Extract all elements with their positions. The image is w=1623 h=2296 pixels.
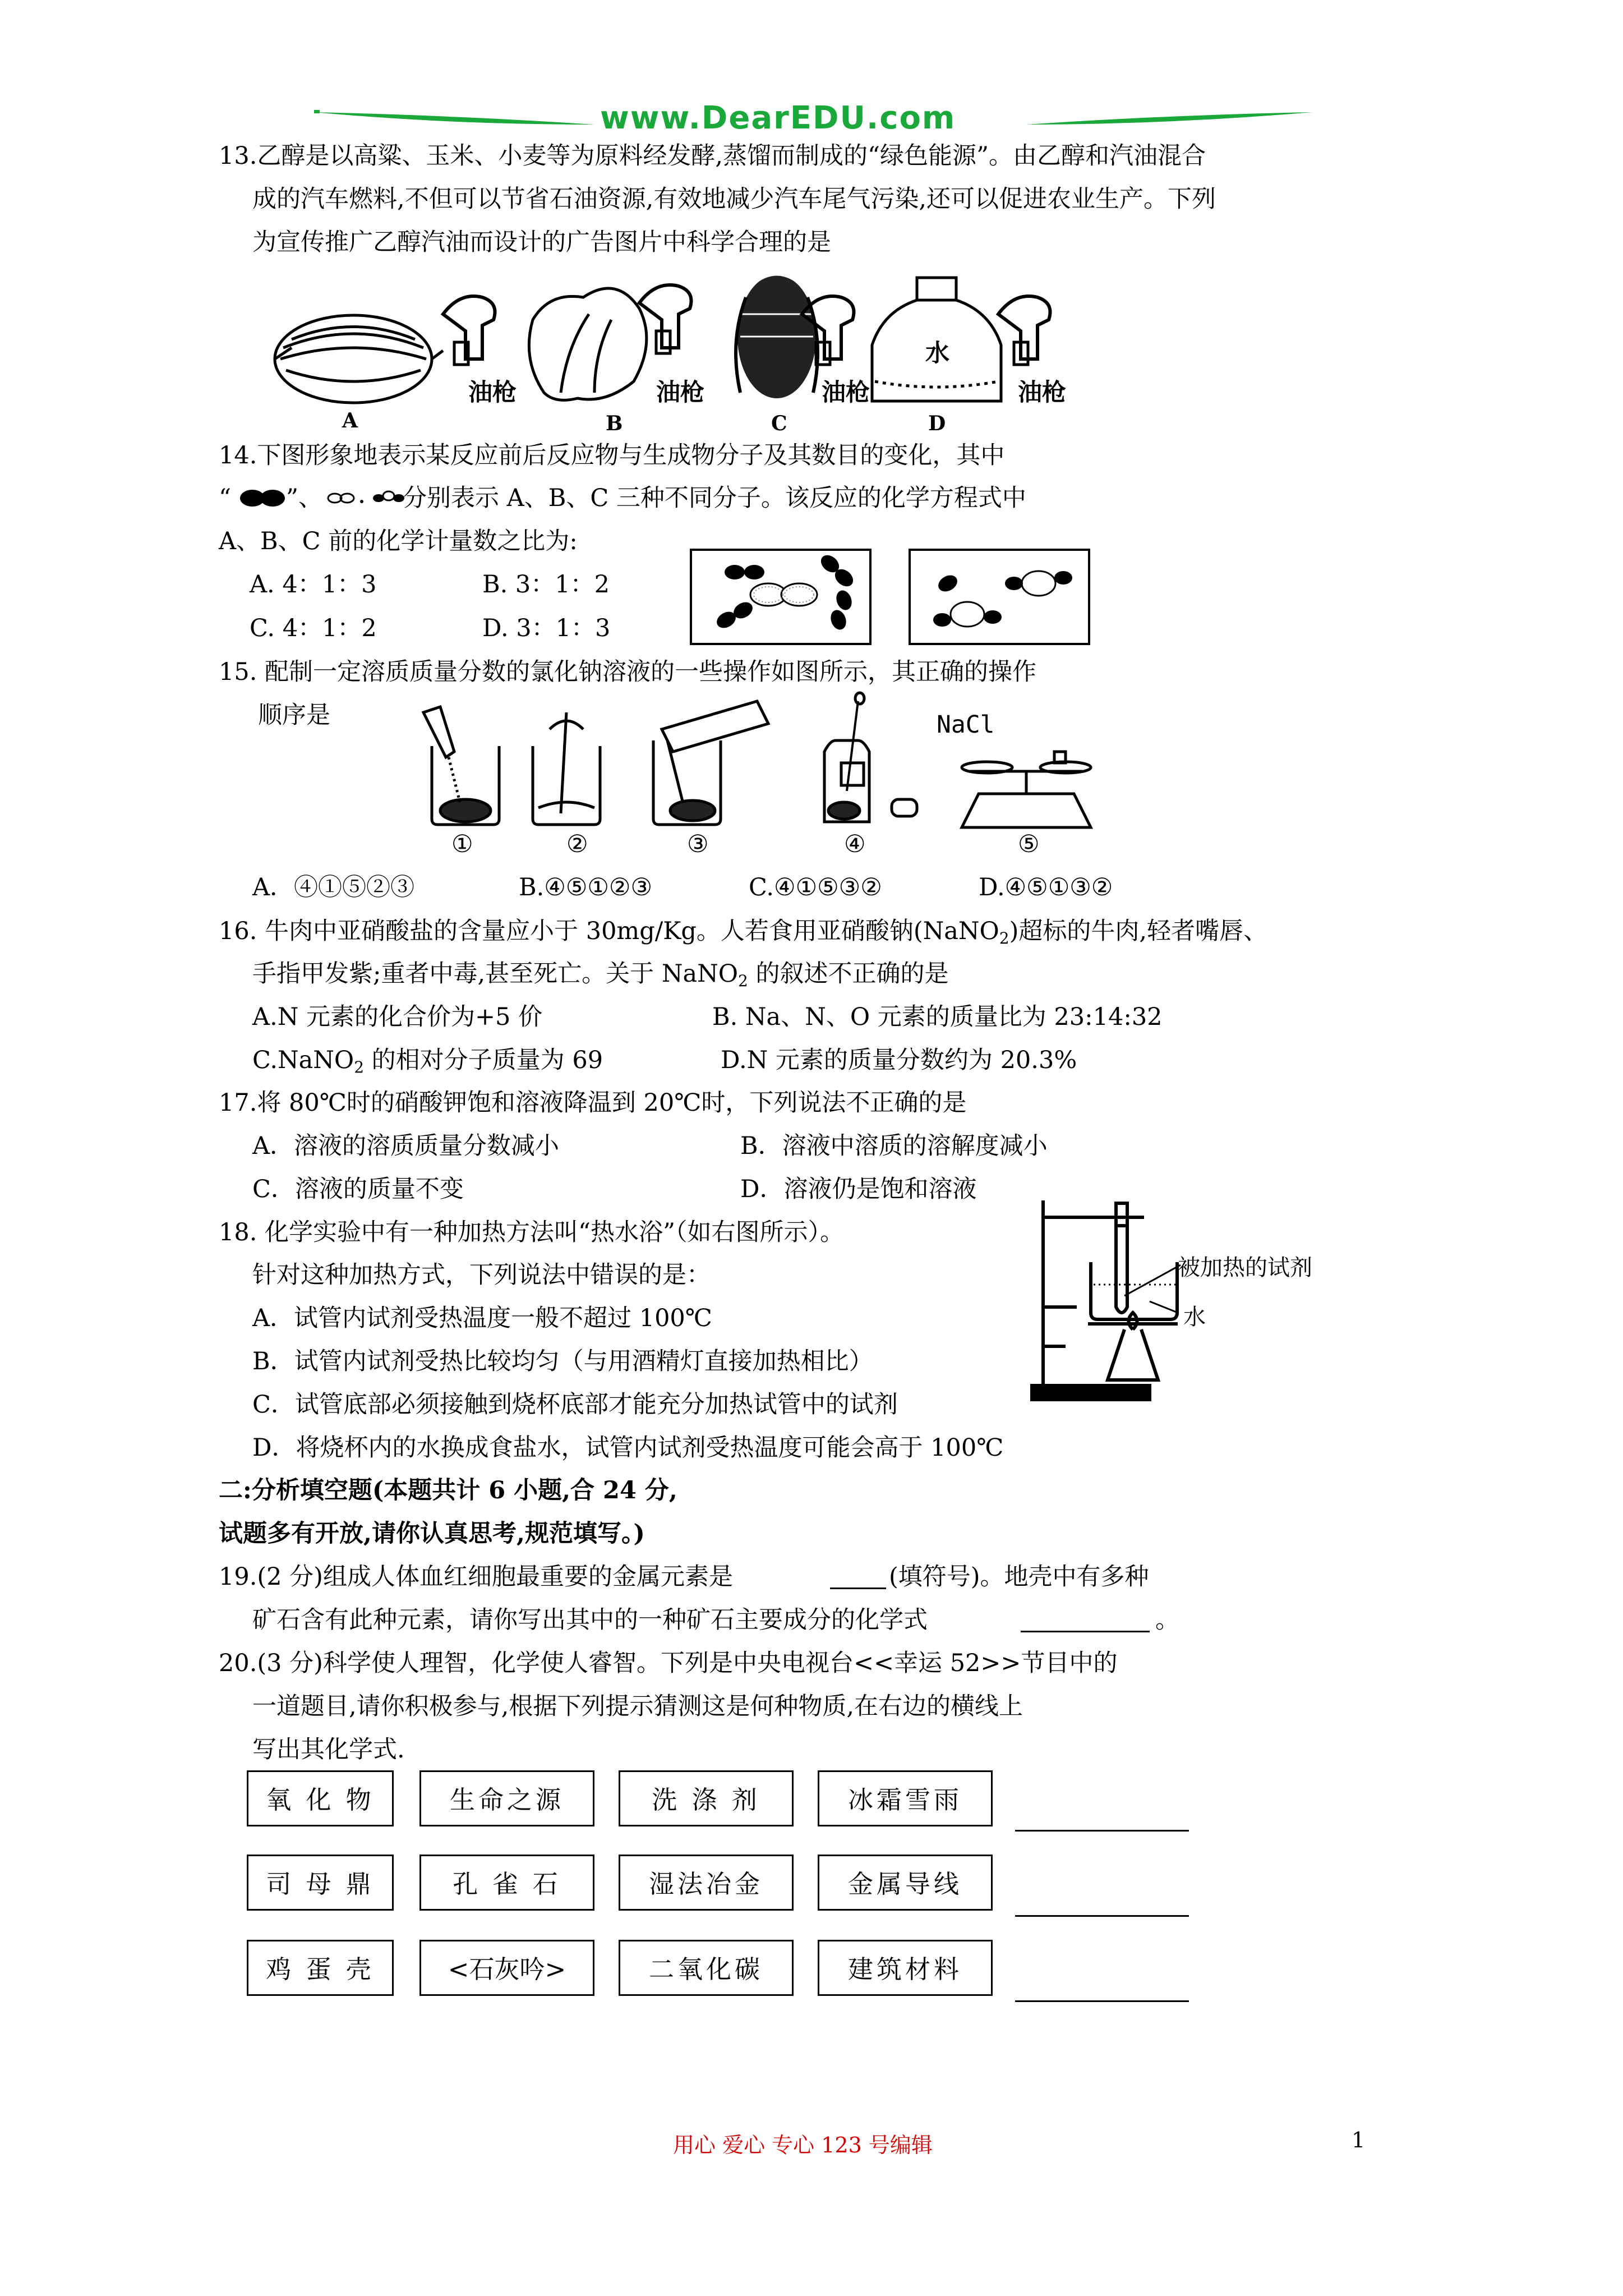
q20-clue: <石灰吟>: [419, 1940, 594, 1996]
q16-line2-text: 手指甲发紫;重者中毒,甚至死亡。关于 NaNO: [252, 960, 738, 988]
q19-line1b: (填符号)。地壳中有多种: [889, 1563, 1149, 1591]
q20-answer-blank-2[interactable]: [1015, 1913, 1189, 1917]
q14-option-b: B. 3：1：2: [482, 570, 610, 599]
q16-line1-text: 16. 牛肉中亚硝酸盐的含量应小于 30mg/Kg。人若食用亚硝酸钠(NaNO: [219, 917, 999, 945]
q14-line2-open-quote: “: [219, 484, 231, 512]
q20-line3: 写出其化学式.: [252, 1736, 405, 1764]
q15-num-4: ④: [844, 830, 866, 858]
q13-label-gun-a: 油枪: [468, 379, 517, 407]
q17-option-b: B．溶液中溶质的溶解度减小: [740, 1132, 1048, 1160]
q18-option-d: D．将烧杯内的水换成食盐水，试管内试剂受热温度可能会高于 100℃: [252, 1434, 1004, 1462]
section2-line1: 二:分析填空题(本题共计 6 小题,合 24 分,: [219, 1476, 677, 1504]
q20-clue: 金属导线: [818, 1855, 993, 1911]
q14-line3: A、B、C 前的化学计量数之比为:: [219, 527, 578, 555]
q17-option-c: C．溶液的质量不变: [252, 1175, 464, 1203]
q15-nacl-label: NaCl: [937, 711, 995, 739]
q20-clue: 冰霜雪雨: [818, 1770, 993, 1826]
q14-option-a: A. 4：1：3: [250, 570, 377, 599]
q20-clue: 氧 化 物: [247, 1770, 394, 1826]
q15-option-d: D.④⑤①③②: [979, 873, 1113, 901]
section2-line2: 试题多有开放,请你认真思考,规范填写。): [219, 1520, 645, 1548]
q14-option-d: D. 3：1：3: [482, 614, 611, 642]
q15-num-5: ⑤: [1018, 830, 1040, 858]
q19-line2: 矿石含有此种元素，请你写出其中的一种矿石主要成分的化学式: [252, 1606, 928, 1634]
q18-option-a: A．试管内试剂受热温度一般不超过 100℃: [252, 1304, 712, 1332]
q16-option-a: A.N 元素的化合价为+5 价: [252, 1003, 543, 1031]
site-header: www.DearEDU.com: [600, 100, 956, 136]
q16-option-c-text: C.NaNO: [252, 1046, 354, 1074]
q20-clue: 司 母 鼎: [247, 1855, 394, 1911]
q20-answer-blank-1[interactable]: [1015, 1828, 1189, 1832]
q13-label-gun-b: 油枪: [656, 379, 704, 407]
q17-option-d: D．溶液仍是饱和溶液: [740, 1175, 977, 1203]
q15-num-1: ①: [451, 830, 473, 858]
q13-label-a: A: [342, 409, 358, 432]
q13-label-gun-d: 油枪: [1018, 379, 1066, 407]
q14-line2-mid: ”、: [286, 484, 322, 512]
q16-line1-sub: 2: [999, 929, 1009, 947]
q20-clue: 鸡 蛋 壳: [247, 1940, 394, 1996]
water-bath-label-water: 水: [1183, 1304, 1206, 1330]
q16-option-c-sub: 2: [354, 1058, 365, 1076]
q17-option-a: A．溶液的溶质质量分数减小: [252, 1132, 560, 1160]
q13-label-c: C: [771, 412, 787, 435]
q15-option-c: C.④①⑤③②: [749, 873, 882, 901]
q16-option-b: B. Na、N、O 元素的质量比为 23:14:32: [712, 1003, 1163, 1031]
q20-clue: 生命之源: [419, 1770, 594, 1826]
q13-label-gun-c: 油枪: [822, 379, 870, 407]
q20-clue: 洗 涤 剂: [619, 1770, 794, 1826]
q20-answer-blank-3[interactable]: [1015, 1998, 1189, 2002]
q18-line1: 18. 化学实验中有一种加热方法叫“热水浴”（如右图所示）。: [219, 1218, 845, 1246]
q15-option-a: A．④①⑤②③: [252, 873, 415, 901]
q13-line1: 13.乙醇是以高粱、玉米、小麦等为原料经发酵,蒸馏而制成的“绿色能源”。由乙醇和汽油混合: [219, 142, 1206, 170]
q13-line2: 成的汽车燃料,不但可以节省石油资源,有效地减少汽车尾气污染,还可以促进农业生产。下列: [252, 185, 1216, 213]
q15-num-3: ③: [687, 830, 709, 858]
q17-line1: 17.将 80℃时的硝酸钾饱和溶液降温到 20℃时，下列说法不正确的是: [219, 1089, 967, 1117]
page-number: 1: [1352, 2128, 1366, 2152]
q19-line1a: 19.(2 分)组成人体血红细胞最重要的金属元素是: [219, 1563, 733, 1591]
q16-line2-sub: 2: [737, 972, 748, 990]
q19-line2b: 。: [1155, 1606, 1179, 1634]
q16-option-c-text2: 的相对分子质量为 69: [364, 1046, 603, 1074]
q13-label-b: B: [606, 412, 623, 435]
q15-option-b: B.④⑤①②③: [519, 873, 653, 901]
q20-clue: 孔 雀 石: [419, 1855, 594, 1911]
q18-line2: 针对这种加热方式，下列说法中错误的是：: [252, 1261, 711, 1289]
q20-line2: 一道题目,请你积极参与,根据下列提示猜测这是何种物质,在右边的横线上: [252, 1692, 1023, 1720]
q19-blank-2[interactable]: [1021, 1628, 1150, 1632]
q15-num-2: ②: [566, 830, 588, 858]
q20-clue: 二氧化碳: [619, 1940, 794, 1996]
q20-line1: 20.(3 分)科学使人理智，化学使人睿智。下列是中央电视台<<幸运 52>>节目中的: [219, 1649, 1118, 1677]
q16-line1-text2: )超标的牛肉,轻者嘴唇、: [1009, 917, 1268, 945]
q20-clue: 湿法冶金: [619, 1855, 794, 1911]
q18-option-b: B．试管内试剂受热比较均匀（与用酒精灯直接加热相比）: [252, 1347, 873, 1375]
q19-blank-1[interactable]: [830, 1585, 886, 1589]
q13-label-water: 水: [925, 339, 949, 367]
q14-option-c: C. 4：1：2: [250, 614, 377, 642]
water-bath-label-reagent: 被加热的试剂: [1178, 1255, 1312, 1281]
q15-line1: 15. 配制一定溶质质量分数的氯化钠溶液的一些操作如图所示，其正确的操作: [219, 658, 1037, 686]
q13-line3: 为宣传推广乙醇汽油而设计的广告图片中科学合理的是: [252, 228, 831, 256]
q16-line2-text2: 的叙述不正确的是: [748, 960, 949, 988]
footer-editor: 用心 爱心 专心 123 号编辑: [673, 2133, 933, 2157]
q15-line2: 顺序是: [258, 701, 330, 729]
q14-line1: 14.下图形象地表示某反应前后反应物与生成物分子及其数目的变化，其中: [219, 441, 1005, 470]
q20-clue: 建筑材料: [818, 1940, 993, 1996]
q14-line2-text: 分别表示 A、B、C 三种不同分子。该反应的化学方程式中: [403, 484, 1026, 512]
q16-option-d: D.N 元素的质量分数约为 20.3%: [721, 1046, 1077, 1074]
q18-option-c: C．试管底部必须接触到烧杯底部才能充分加热试管中的试剂: [252, 1391, 898, 1419]
q13-label-d: D: [928, 412, 946, 435]
